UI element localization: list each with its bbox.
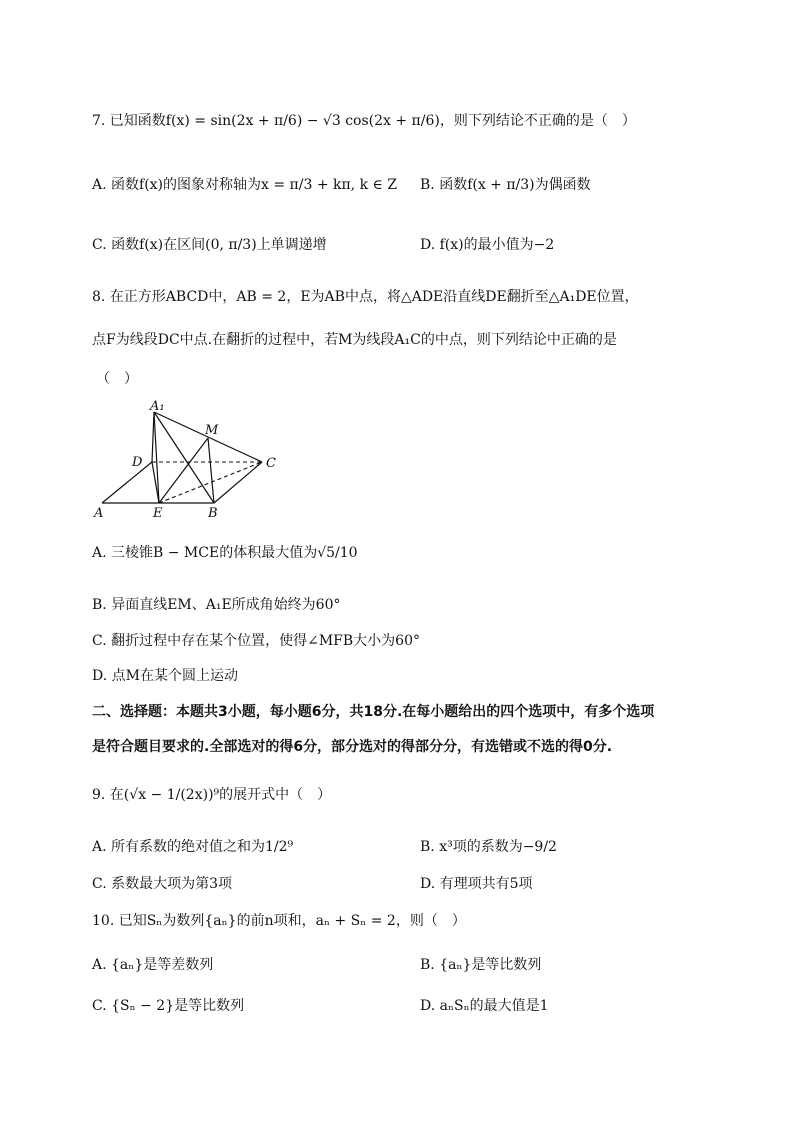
q9-option-b: B. x³项的系数为−9/2 [420,839,557,855]
label-b: B [208,506,218,520]
q8-option-b: B. 异面直线EM、A₁E所成角始终为60° [92,597,341,613]
label-c: C [266,456,276,471]
edge-ad [102,462,152,503]
label-d: D [132,455,143,470]
q8-option-a: A. 三棱锥B − MCE的体积最大值为√5/10 [92,545,358,561]
q8-geometry-figure [92,396,292,520]
q9-option-d: D. 有理项共有5项 [420,876,533,892]
q8-answer-paren: （ ） [96,371,138,387]
q8-stem-line1: 8. 在正方形ABCD中，AB = 2，E为AB中点，将△ADE沿直线DE翻折至△A₁DE位置， [92,289,639,305]
label-m: M [205,423,219,438]
q7-option-b: B. 函数f(x + π/3)为偶函数 [420,177,591,193]
q10-option-d: D. aₙSₙ的最大值是1 [420,998,549,1014]
q7-option-c: C. 函数f(x)在区间(0, π/3)上单调递增 [92,237,327,253]
q10-stem: 10. 已知Sₙ为数列{aₙ}的前n项和，aₙ + Sₙ = 2，则（ ） [92,913,466,929]
q10-option-c: C. {Sₙ − 2}是等比数列 [92,998,245,1014]
q7-option-d: D. f(x)的最小值为−2 [420,237,555,253]
label-e: E [153,506,163,520]
q10-option-b: B. {aₙ}是等比数列 [420,957,542,973]
q9-stem: 9. 在(√x − 1/(2x))⁹的展开式中（ ） [92,787,332,803]
q9-option-a: A. 所有系数的绝对值之和为1/2⁹ [92,839,294,855]
section2-heading-line1: 二、选择题：本题共3小题，每小题6分，共18分.在每小题给出的四个选项中，有多个选项 [92,704,655,720]
q9-option-c: C. 系数最大项为第3项 [92,876,233,892]
q7-stem: 7. 已知函数f(x) = sin(2x + π/6) − √3 cos(2x + π/6)，则下列结论不正确的是（ ） [92,113,636,129]
edge-me [159,438,208,503]
q8-option-d: D. 点M在某个圆上运动 [92,668,238,684]
q10-option-a: A. {aₙ}是等差数列 [92,957,214,973]
label-a1: A₁ [150,399,165,414]
edge-a1d [152,412,154,462]
edge-mb [208,438,214,503]
edge-bc [214,462,262,503]
section2-heading-line2: 是符合题目要求的.全部选对的得6分，部分选对的得部分分，有选错或不选的得0分. [92,739,613,755]
q8-stem-line2: 点F为线段DC中点.在翻折的过程中，若M为线段A₁C的中点，则下列结论中正确的是 [92,332,617,348]
label-a: A [94,506,104,520]
q7-option-a: A. 函数f(x)的图象对称轴为x = π/3 + kπ, k ∈ Z [92,177,398,193]
q8-option-c: C. 翻折过程中存在某个位置，使得∠MFB大小为60° [92,633,420,649]
